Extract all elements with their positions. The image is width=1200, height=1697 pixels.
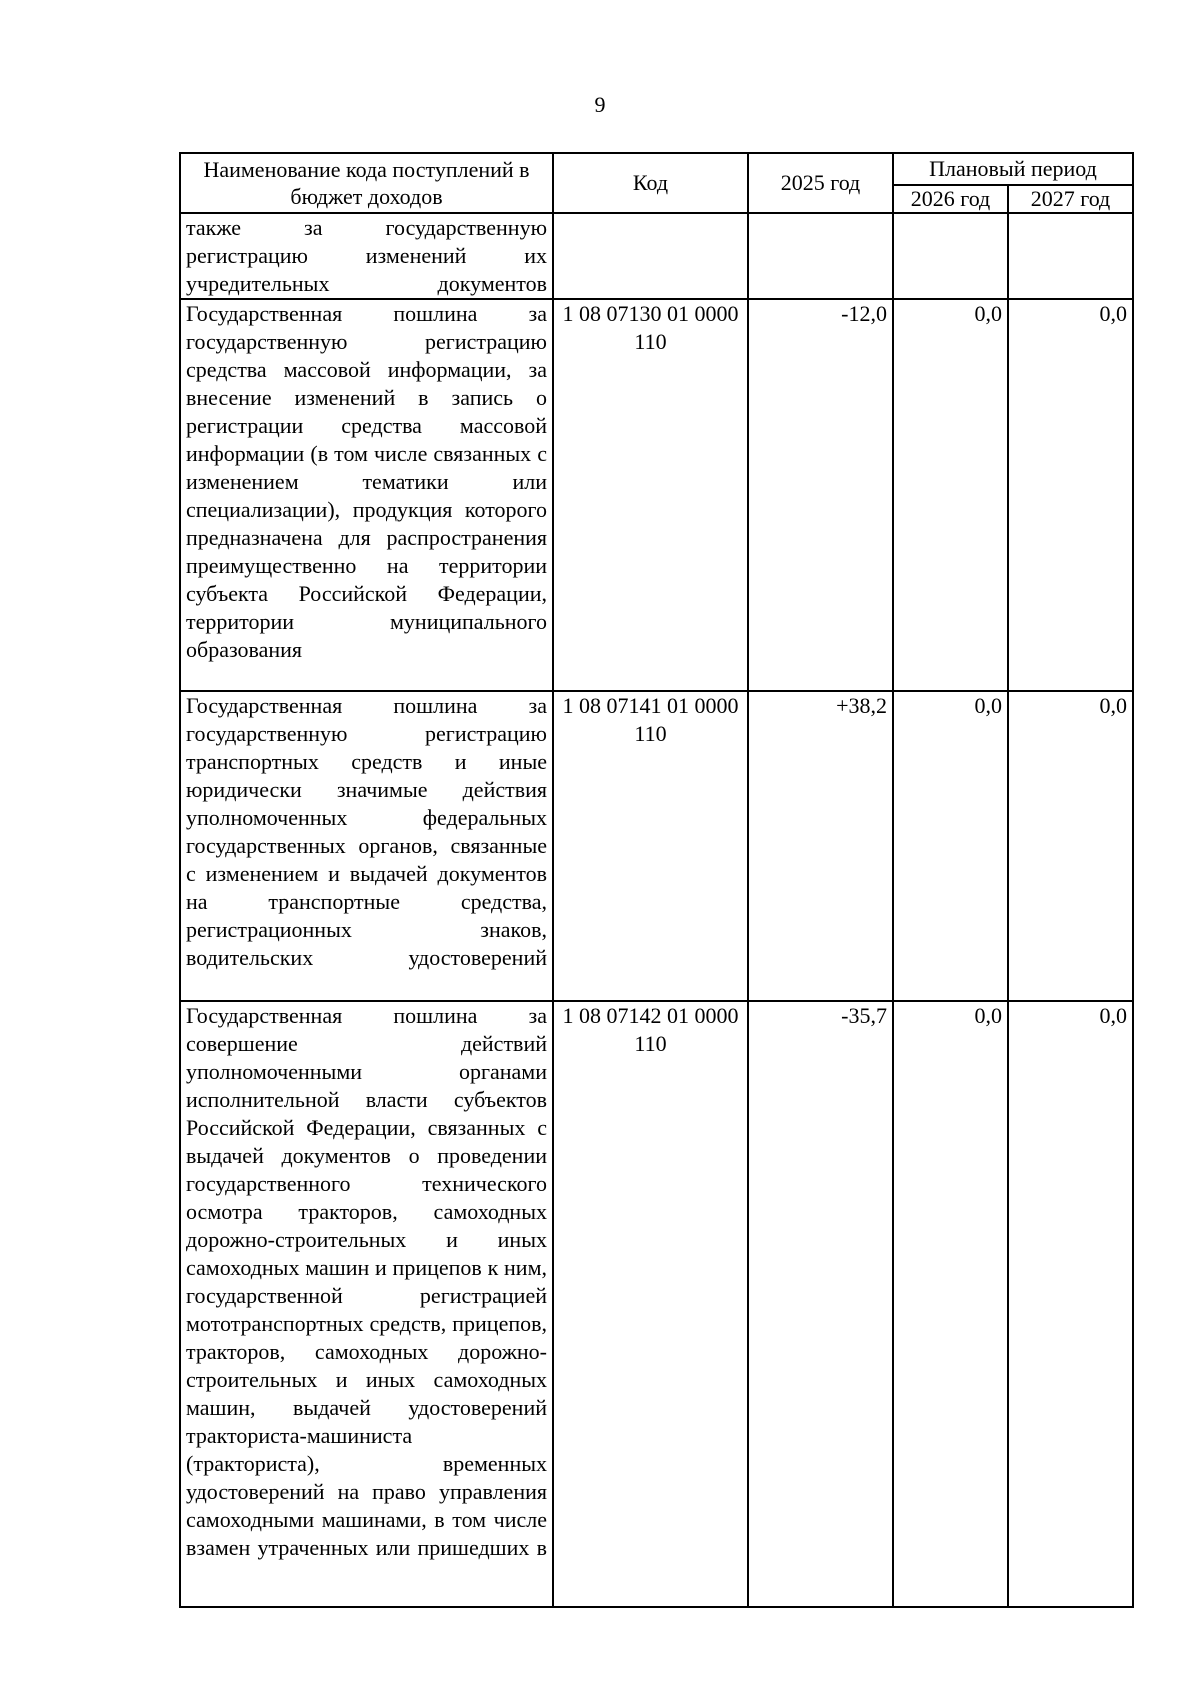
page-number: 9 [594,92,606,117]
row-value-2025 [748,213,893,299]
row-code-cell: 1 08 07141 01 0000 110 [553,691,748,1001]
row-value-2026: 0,0 [893,299,1008,691]
row-value-2026: 0,0 [893,1001,1008,1607]
row-value-2026 [893,213,1008,299]
row-code-cell: 1 08 07130 01 0000 110 [553,299,748,691]
row-value-2027: 0,0 [1008,299,1133,691]
row-value-2025: +38,2 [748,691,893,1001]
row-value-2027 [1008,213,1133,299]
header-planned-period: Плановый период [893,153,1133,185]
header-year-2027: 2027 год [1008,185,1133,213]
row-name-cell: Государственная пошлина за совершение действий уполномоченными органами исполнительной власти субъектов Российской Федерации, связанных с выдачей документов о проведении государственного технического осмотра тракторов, самоходных дорожно-строительных и иных самоходных машин и прицепов к ним, государственной регистрацией мототранспортных средств, прицепов, тракторов, самоходных дорожно-строительных и иных самоходных машин, выдачей удостоверений тракториста-машиниста (тракториста), временных удостоверений на право управления самоходными машинами, в том числе взамен утраченных или пришедших в [180,1001,553,1607]
table-row [180,213,1133,299]
header-code: Код [553,153,748,213]
row-value-2025: -12,0 [748,299,893,691]
row-code-cell [553,213,748,299]
table-row [180,299,1133,691]
row-name-cell: также за государственную регистрацию изменений их учредительных документов [180,213,553,299]
table-row [180,1001,1133,1607]
row-value-2025: -35,7 [748,1001,893,1607]
row-value-2027: 0,0 [1008,1001,1133,1607]
row-value-2026: 0,0 [893,691,1008,1001]
table-row [180,691,1133,1001]
row-code-cell: 1 08 07142 01 0000 110 [553,1001,748,1607]
row-name-cell: Государственная пошлина за государственную регистрацию средства массовой информации, за внесение изменений в запись о регистрации средства массовой информации (в том числе связанных с изменением тематики или специализации), продукция которого предназначена для распространения преимущественно на территории субъекта Российской Федерации, территории муниципального образования [180,299,553,691]
header-year-2025: 2025 год [748,153,893,213]
budget-revenue-table [179,152,1134,1608]
header-year-2026: 2026 год [893,185,1008,213]
row-name-cell: Государственная пошлина за государственную регистрацию транспортных средств и иные юридически значимые действия уполномоченных федеральных государственных органов, связанные с изменением и выдачей документов на транспортные средства, регистрационных знаков, водительских удостоверений [180,691,553,1001]
row-value-2027: 0,0 [1008,691,1133,1001]
header-name: Наименование кода поступлений в бюджет доходов [180,153,553,213]
